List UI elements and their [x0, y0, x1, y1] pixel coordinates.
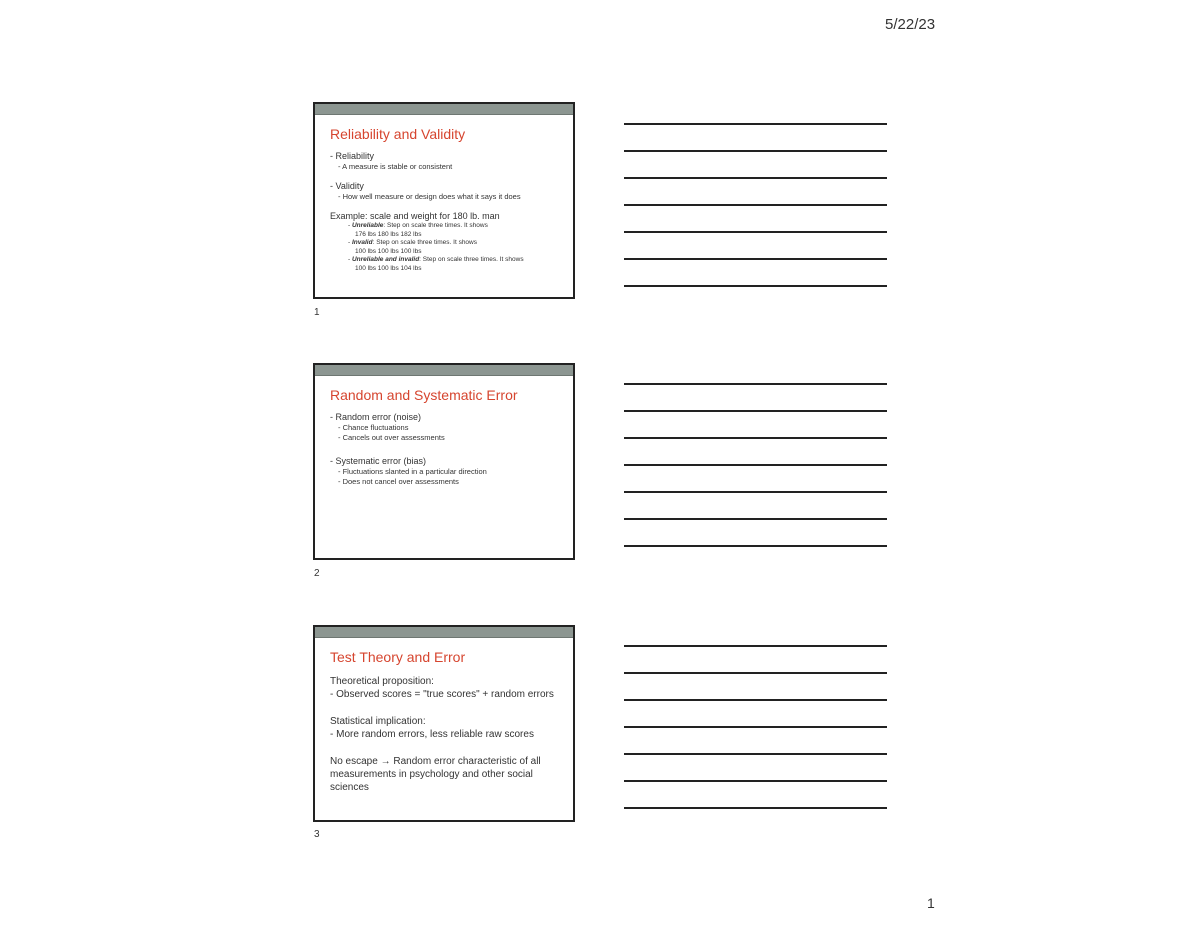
- theoretical-proposition-label: Theoretical proposition:: [330, 676, 434, 687]
- bullet-reliability: - Reliability: [330, 151, 375, 161]
- slide-header-bar: [315, 627, 573, 638]
- slide-3-title: Test Theory and Error: [330, 649, 466, 665]
- note-line: [624, 807, 887, 809]
- example-unreliable-invalid: - Unreliable and invalid: Step on scale three times. It shows: [348, 256, 524, 263]
- example-unreliable-invalid-values: 100 lbs 100 lbs 104 lbs: [355, 264, 422, 272]
- example-invalid-label: Invalid: [351, 239, 373, 246]
- bullet-validity: - Validity: [330, 181, 364, 191]
- note-line: [624, 437, 887, 439]
- slide-3-thumbnail: [313, 625, 575, 822]
- slide-header-bar: [315, 365, 573, 376]
- note-line: [624, 204, 887, 206]
- note-line: [624, 491, 887, 493]
- example-invalid-text: : Step on scale three times. It shows: [372, 239, 477, 246]
- bullet-systematic-error: - Systematic error (bias): [330, 456, 427, 466]
- note-line: [624, 780, 887, 782]
- slide-3-body: [330, 675, 563, 794]
- statistical-implication-label: Statistical implication:: [330, 716, 426, 727]
- example-unreliable-invalid-label: Unreliable and invalid: [351, 256, 420, 263]
- example-invalid: - Invalid: Step on scale three times. It shows: [348, 239, 477, 246]
- slide-2-note-lines: [624, 383, 887, 572]
- example-invalid-values: 100 lbs 100 lbs 100 lbs: [355, 247, 422, 255]
- note-line: [624, 410, 887, 412]
- note-line: [624, 699, 887, 701]
- slide-3-note-lines: [624, 645, 887, 834]
- print-date: 5/22/23: [885, 16, 936, 33]
- slide-1-title: Reliability and Validity: [330, 126, 466, 142]
- note-line: [624, 383, 887, 385]
- note-line: [624, 672, 887, 674]
- bullet-systematic-error-1: - Fluctuations slanted in a particular direction: [338, 467, 487, 476]
- note-line: [624, 726, 887, 728]
- slide-header-bar: [315, 104, 573, 115]
- slide-2-number: 2: [314, 568, 320, 579]
- example-intro: Example: scale and weight for 180 lb. man: [330, 211, 500, 221]
- page-number: 1: [927, 895, 935, 911]
- slide-3-number: 3: [314, 829, 320, 840]
- note-line: [624, 177, 887, 179]
- slide-1-thumbnail: [313, 102, 575, 299]
- slide-2-thumbnail: [313, 363, 575, 560]
- note-line: [624, 645, 887, 647]
- bullet-systematic-error-2: - Does not cancel over assessments: [338, 477, 459, 486]
- statistical-implication-text: - More random errors, less reliable raw scores: [330, 729, 534, 740]
- note-line: [624, 753, 887, 755]
- note-line: [624, 464, 887, 466]
- note-line: [624, 231, 887, 233]
- note-line: [624, 518, 887, 520]
- example-unreliable-text: : Step on scale three times. It shows: [383, 222, 488, 229]
- slide-1-number: 1: [314, 307, 320, 318]
- note-line: [624, 545, 887, 547]
- note-line: [624, 150, 887, 152]
- example-unreliable: - Unreliable: Step on scale three times. It shows: [348, 222, 488, 229]
- note-line: [624, 285, 887, 287]
- note-line: [624, 258, 887, 260]
- slide-1-body: [330, 150, 563, 273]
- slide-2-title: Random and Systematic Error: [330, 387, 518, 403]
- theoretical-proposition-text: - Observed scores = "true scores" + random errors: [330, 689, 554, 700]
- slide-1-note-lines: [624, 123, 887, 312]
- bullet-random-error: - Random error (noise): [330, 412, 422, 422]
- bullet-reliability-definition: - A measure is stable or consistent: [338, 162, 453, 171]
- conclusion-text: No escape → Random error characteristic of all measurements in psychology and other social sciences: [330, 756, 541, 793]
- bullet-random-error-2: - Cancels out over assessments: [338, 433, 445, 442]
- example-unreliable-invalid-text: : Step on scale three times. It shows: [419, 256, 524, 263]
- bullet-random-error-1: - Chance fluctuations: [338, 423, 409, 432]
- slide-2-body: [330, 411, 563, 487]
- bullet-validity-definition: - How well measure or design does what it says it does: [338, 192, 521, 201]
- example-unreliable-values: 176 lbs 180 lbs 182 lbs: [355, 230, 422, 238]
- example-unreliable-label: Unreliable: [351, 222, 384, 229]
- note-line: [624, 123, 887, 125]
